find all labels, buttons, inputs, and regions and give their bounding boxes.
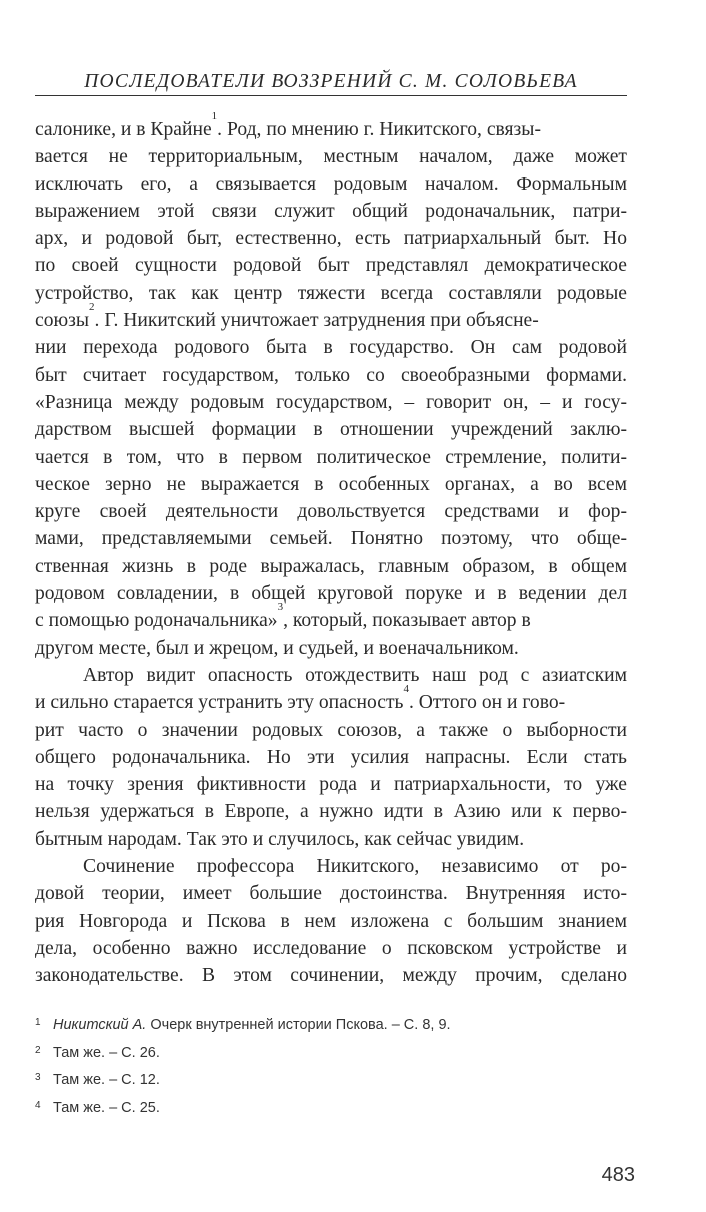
text-line: «Разница между родовым государством, – говорит он, – и госу- — [35, 391, 627, 413]
footnote-number: 1 — [35, 1017, 41, 1028]
footnote-ref[interactable]: 1 — [211, 110, 218, 122]
text-line: бытным народам. Так это и случилось, как сейчас увидим. — [35, 828, 525, 850]
text-line: быт считает государством, только со своеобразными формами. — [35, 364, 627, 386]
text-line: ческое зерно не выражается в особенных органах, а во всем — [35, 473, 627, 495]
footnote-ref[interactable]: 3 — [277, 601, 284, 614]
header-rule — [35, 95, 627, 96]
text-line: довой теории, имеет большие достоинства. Внутренняя исто- — [35, 883, 627, 905]
footnote — [35, 1043, 627, 1071]
text-line: с помощью родоначальника» 3 , который, показывает автор в — [35, 607, 627, 634]
footnote-number: 2 — [35, 1044, 41, 1056]
footnote — [35, 1098, 627, 1126]
footnote-number: 3 — [35, 1072, 41, 1083]
text-line: нии перехода родового быта в государство. Он сам родовой — [35, 337, 627, 359]
text-line: законодательстве. В этом сочинении, между прочим, сделано — [35, 965, 627, 987]
footnote-text: Там же. – С. 12. — [53, 1072, 160, 1088]
text-line: выражением этой связи служит общий родоначальник, патри- — [35, 200, 627, 222]
text-line: союзы 2 . Г. Никитский уничтожает затруднения при объясне- — [35, 307, 627, 334]
text-line: арх, и родовой быт, естественно, есть патриархальный быт. Но — [35, 228, 627, 250]
text-line: рия Новгорода и Пскова в нем изложена с большим знанием — [35, 910, 627, 932]
text-line: родовом совладении, в общей круговой поруке и в ведении дел — [35, 583, 627, 605]
footnote — [35, 1015, 627, 1043]
text-line: мами, представляемыми семьей. Понятно поэтому, что обще- — [35, 528, 627, 550]
text-line: нельзя удержаться в Европе, а нужно идти в Азию или к перво- — [35, 801, 627, 823]
footnote-ref[interactable]: 4 — [403, 683, 409, 696]
footnote — [35, 1070, 627, 1098]
page-number: 483 — [601, 1164, 635, 1186]
footnote-text: Очерк внутренней истории Пскова. – С. 8, 9. — [146, 1017, 451, 1033]
text-line: круге своей деятельности довольствуется средствами и фор- — [35, 501, 627, 523]
footnote-number: 4 — [35, 1099, 41, 1111]
text-line: ственная жизнь в роде выражалась, главным образом, в общем — [35, 555, 627, 577]
footnote-author: Никитский А. — [53, 1017, 147, 1033]
footnote-text: Там же. – С. 25. — [53, 1099, 160, 1116]
text-line: исключать его, а связывается родовым началом. Формальным — [35, 173, 627, 195]
footnote-text: Там же. – С. 26. — [53, 1044, 160, 1061]
text-line: Автор видит опасность отождествить наш род с азиатским — [83, 664, 627, 686]
text-line: и сильно старается устранить эту опасность 4 . Оттого он и гово- — [35, 689, 627, 716]
text-line: дарством высшей формации в отношении учреждений заклю- — [35, 419, 627, 441]
text-line: общего родоначальника. Но эти усилия напрасны. Если стать — [35, 746, 627, 768]
text-line: дела, особенно важно исследование о псковском устройстве и — [35, 937, 627, 959]
text-line: вается не территориальным, местным началом, даже может — [35, 146, 627, 168]
text-line: Сочинение профессора Никитского, независимо от ро- — [83, 856, 627, 878]
text-line: по своей сущности родовой быт представлял демократическое — [35, 255, 627, 277]
main-text — [35, 110, 627, 990]
footnote-ref[interactable]: 2 — [89, 301, 95, 314]
text-line: рит часто о значении родовых союзов, а также о выборности — [35, 719, 627, 741]
footnotes — [35, 1015, 627, 1125]
text-line: устройство, так как центр тяжести всегда составляли родовые — [35, 282, 627, 304]
text-line: на точку зрения фиктивности рода и патриархальности, то уже — [35, 774, 627, 796]
text-line: чается в том, что в первом политическое стремление, полити- — [35, 446, 627, 468]
text-line: салонике, и в Крайне 1 . Род, по мнению г. Никитского, связы- — [35, 116, 627, 143]
running-header: ПОСЛЕДОВАТЕЛИ ВОЗЗРЕНИЙ С. М. СОЛОВЬЕВА — [84, 71, 578, 92]
text-line: другом месте, был и жрецом, и судьей, и военачальником. — [35, 637, 519, 659]
